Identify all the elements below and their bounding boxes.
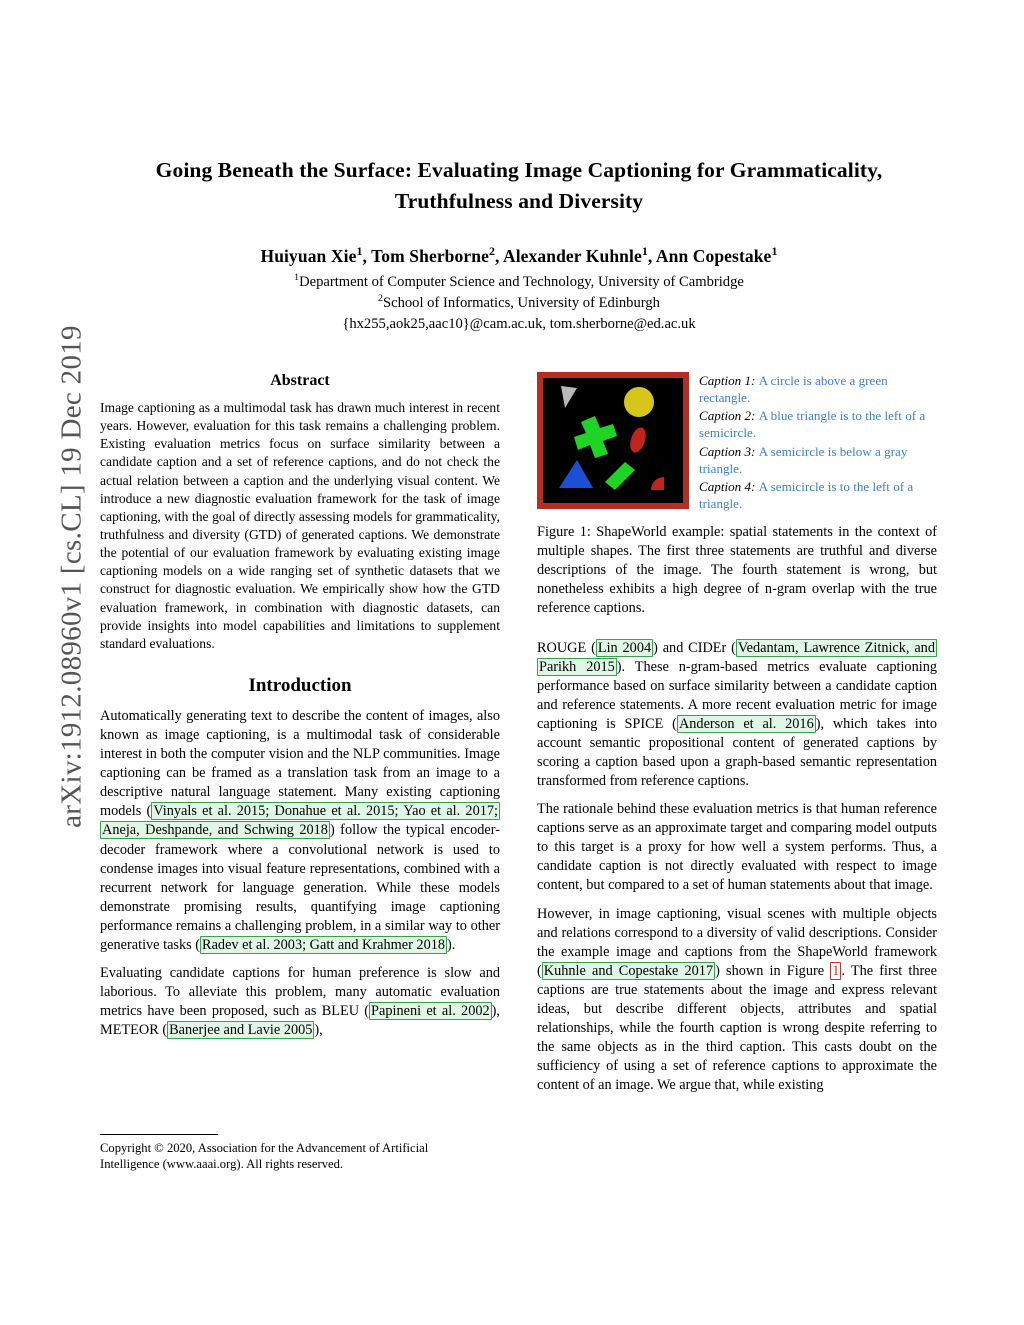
author-list: Huiyuan Xie$^1$, Tom Sherborne$^2$, Alexander Kuhnle$^1$, Ann Copestake$^1$ [260, 244, 778, 267]
citation-highlight[interactable]: Vedantam, Lawrence Zitnick, and Parikh 2015 [539, 639, 935, 675]
text-run: ), METEOR ( [100, 1003, 500, 1039]
text-run: ). [447, 936, 456, 953]
citation-highlight[interactable]: Lin 2004 [597, 639, 652, 656]
introduction-heading: Introduction [248, 674, 352, 696]
footnote-rule [100, 1134, 218, 1135]
text-run: ), which takes into account semantic propositional content of generated captions by scoring a caption based upon a graph-based semantic representation transformed from reference captions. [537, 715, 937, 790]
caption-label: Caption 4: [699, 478, 759, 494]
caption-label: Caption 2: [699, 408, 759, 424]
contact-emails: {hx255,aok25,aac10}@cam.ac.uk, tom.sherborne@ed.ac.uk [342, 316, 696, 333]
shapeworld-image [537, 372, 689, 509]
page-title: Going Beneath the Surface: Evaluating Image Captioning for Grammaticality, Truthfulness and Diversity [155, 158, 883, 213]
paragraph [100, 964, 500, 1040]
affiliation-1: $^1$Department of Computer Science and Technology, University of Cambridge [294, 272, 744, 291]
abstract-heading: Abstract [270, 372, 330, 389]
caption-label: Caption 1: [699, 373, 759, 388]
figure-caption-item [699, 443, 937, 477]
paragraph [537, 800, 937, 895]
paragraph [537, 905, 937, 1096]
figure-caption: Figure 1: ShapeWorld example: spatial statements in the context of multiple shapes. The first three statements are truthful and diverse descriptions of the image. The fourth statement is wrong, but nonetheless exhibits a high degree of n-gram overlap with the true reference captions. [537, 524, 937, 617]
abstract-text: Image captioning as a multimodal task has drawn much interest in recent years. However, evaluation for this task remains a challenging problem. Existing evaluation metrics focus on surface similarity between a candidate caption and a set of reference captions, and do not check the actual relation between a caption and the underlying visual content. We introduce a new diagnostic evaluation framework for the task of image captioning, with the goal of directly assessing models for grammaticality, truthfulness and diversity (GTD) of generated captions. We demonstrate the potential of our evaluation framework by evaluating existing image captioning models on a wide ranging set of synthetic datasets that we construct for diagnostic evaluation. We empirically show how the GTD evaluation framework, in combination with diagnostic datasets, can provide insights into model capabilities and limitations to supplement standard evaluations. [100, 400, 500, 651]
paragraph [100, 707, 500, 955]
text-run: However, in image captioning, visual scenes with multiple objects and relations correspond to a diversity of valid descriptions. Consider the example image and captions from the ShapeWorld framework ( [537, 905, 937, 979]
text-run: Automatically generating text to describe the content of images, also known as image captioning, is a multimodal task of considerable interest in both the computer vision and the NLP communities. Image captioning can be framed as a translation task from an image to a descriptive natural language statement. Many existing captioning models ( [100, 707, 500, 820]
text-run: . The first three captions are true statements about the image and express relevant ideas, but describe different objects, attributes and spatial relationships, while the fourth caption is wrong despite referring to the same objects as in the third caption. This casts doubt on the sufficiency of using a set of reference captions to approximate the content of an image. We argue that, while existing [537, 962, 937, 1094]
footnote-line-1: Copyright © 2020, Association for the Advancement of Artificial [100, 1141, 429, 1155]
shapeworld-canvas [543, 378, 683, 503]
footnote-line-2: Intelligence (www.aaai.org). All rights reserved. [100, 1157, 344, 1172]
citation-highlight[interactable]: Anderson et al. 2016 [678, 715, 814, 732]
figure-caption-item [699, 407, 937, 441]
figure-caption-item [699, 372, 937, 406]
body-columns [100, 372, 938, 1104]
text-run: The rationale behind these evaluation metrics is that human reference captions serve as an approximate target and comparing model outputs to this target is a proxy for how well a system performs. Thus, a candidate caption is not directly evaluated with respect to image content, but compared to a set of human statements about that image. [537, 801, 937, 894]
caption-text: A circle is above a green rectangle. [699, 373, 888, 406]
caption-text: A semicircle is to the left of a triangle. [699, 478, 914, 511]
affiliations [100, 272, 938, 313]
citation-highlight[interactable]: Banerjee and Lavie 2005 [169, 1022, 313, 1039]
arxiv-stamp: arXiv:1912.08960v1 [cs.CL] 19 Dec 2019 [55, 325, 88, 828]
figure-1 [537, 372, 937, 513]
right-column-body [537, 639, 937, 1096]
text-run: ). These n-gram-based metrics evaluate captioning performance based on surface similarity between a candidate caption and reference statements. A more recent evaluation metric for image captioning is SPICE ( [537, 658, 937, 732]
caption-text: A semicircle is below a gray triangle. [699, 443, 908, 476]
citation-highlight[interactable]: Kuhnle and Copestake 2017 [543, 962, 714, 979]
text-run: ROUGE ( [537, 639, 596, 656]
text-run: ), [314, 1022, 323, 1039]
introduction-body [100, 707, 500, 1040]
citation-highlight[interactable]: Papineni et al. 2002 [371, 1003, 490, 1020]
paragraph [537, 639, 937, 792]
copyright-footnote [100, 1134, 500, 1173]
text-run: Evaluating candidate captions for human preference is slow and laborious. To alleviate this problem, many automatic evaluation metrics have been proposed, such as BLEU ( [100, 964, 500, 1020]
affiliation-2: $^2$School of Informatics, University of Edinburgh [378, 292, 660, 311]
figure-reference-link[interactable]: 1 [832, 962, 840, 979]
citation-highlight[interactable]: Vinyals et al. 2015; Donahue et al. 2015; Yao et al. 2017; Aneja, Deshpande, and Schwing 2018 [102, 803, 498, 839]
text-run: ) and CIDEr ( [653, 639, 736, 656]
text-run: ) shown in Figure [715, 962, 831, 979]
caption-label: Caption 3: [699, 443, 759, 459]
paper-page [100, 0, 938, 1325]
citation-highlight[interactable]: Radev et al. 2003; Gatt and Krahmer 2018 [202, 936, 446, 953]
left-column [100, 372, 500, 1104]
right-column [537, 372, 937, 1104]
figure-caption-item [699, 478, 937, 512]
text-run: ) follow the typical encoder-decoder framework where a convolutional network is used to condense images into visual feature representations, combined with a recurrent network for language generation. While these models demonstrate promising results, quantifying image captioning performance remains a challenging problem, in a similar way to other generative tasks ( [100, 822, 500, 953]
figure-caption-list [699, 372, 937, 513]
caption-text: A blue triangle is to the left of a semicircle. [699, 408, 926, 441]
yellow-circle-shape [624, 387, 654, 417]
